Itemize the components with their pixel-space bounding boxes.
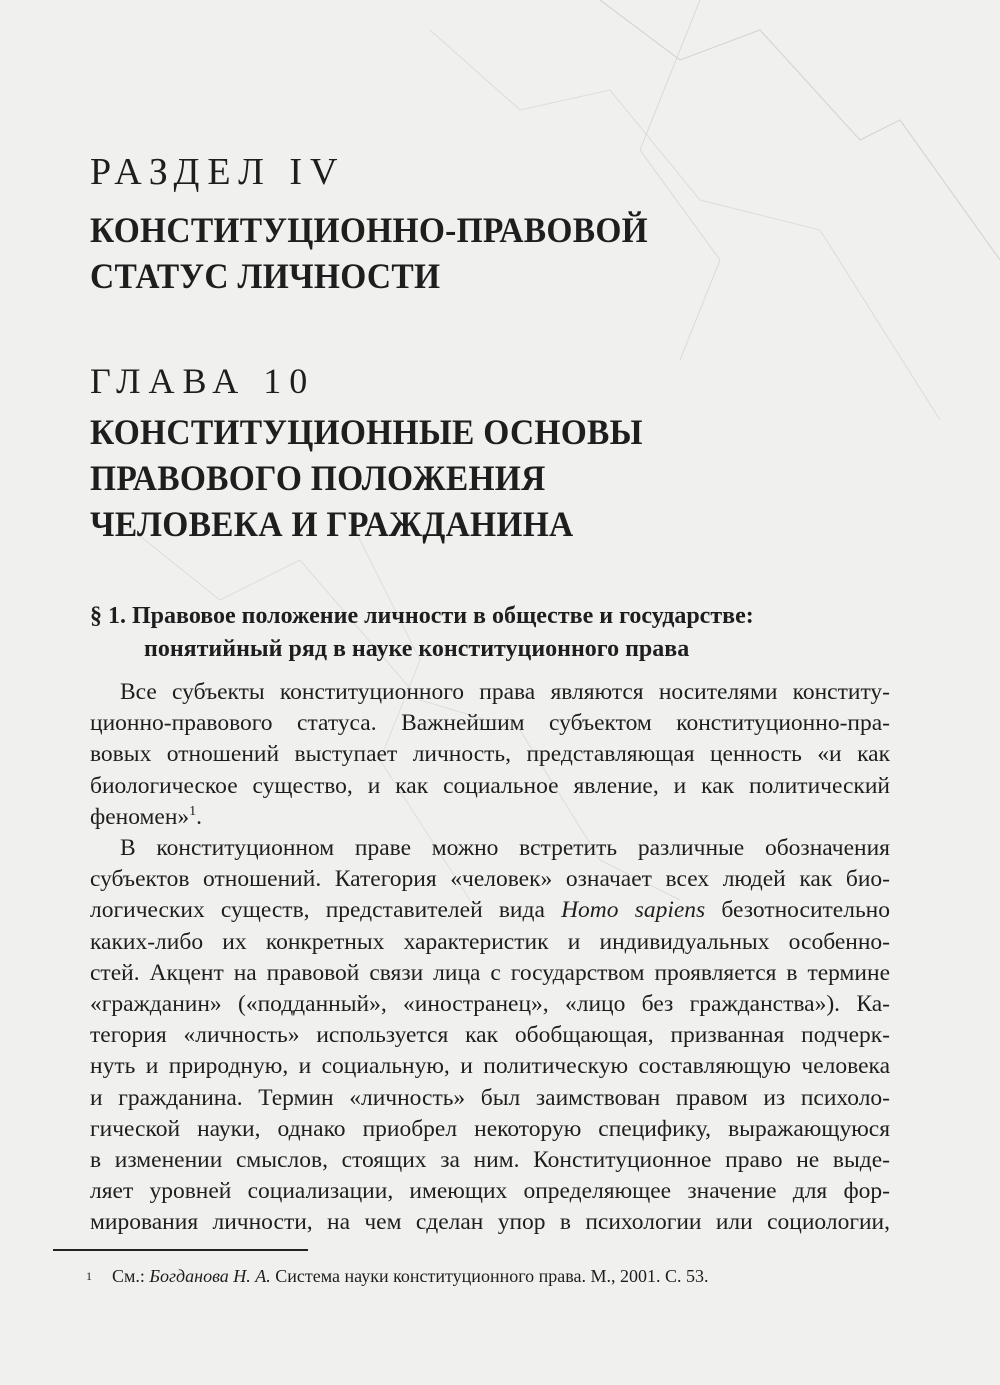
footnote-divider xyxy=(53,1249,308,1251)
footnote-text: Система науки конституционного права. М., 2001. С. 53. xyxy=(270,1266,709,1286)
text-line: В конституционном праве можно встретить различные обозначения xyxy=(120,835,890,862)
footnote-prefix: См.: xyxy=(112,1266,150,1286)
section-title-line: СТАТУС ЛИЧНОСТИ xyxy=(90,256,441,296)
text-fragment: феномен» xyxy=(90,803,190,830)
text-line: стей. Акцент на правовой связи лица с государством проявляется в термине xyxy=(90,959,890,986)
text-line: Все субъекты конституционного права являются носителями конститу- xyxy=(120,679,890,705)
text-line: биологическое существо, и как социальное явление, и как политический xyxy=(90,772,890,799)
text-line: субъектов отношений. Категория «человек» означает всех людей как био- xyxy=(90,866,890,893)
text-line: нуть и природную, и социальную, и политическую составляющую человека xyxy=(90,1053,890,1080)
text-line: каких-либо их конкретных характеристик и индивидуальных особенно- xyxy=(90,928,890,955)
footnote xyxy=(86,1264,906,1288)
paragraph-heading xyxy=(90,600,910,666)
paragraph-title-line: понятийный ряд в науке конституционного права xyxy=(144,636,690,662)
chapter-title-line: КОНСТИТУЦИОННЫЕ ОСНОВЫ xyxy=(90,412,643,452)
text-line: ционно-правового статуса. Важнейшим субъектом конституционно-пра- xyxy=(90,710,890,737)
text-fragment: . xyxy=(196,803,203,830)
text-line: и гражданина. Термин «личность» был заимствован правом из психоло- xyxy=(90,1084,890,1111)
text-line: ляет уровней социализации, имеющих определяющее значение для фор- xyxy=(90,1178,890,1205)
text-fragment: логических существ, представителей вида xyxy=(90,897,562,924)
text-line: тегория «личность» используется как обобщающая, призванная подчерк- xyxy=(90,1022,890,1049)
chapter-title xyxy=(90,409,853,547)
section-label: РАЗДЕЛ IV xyxy=(90,151,346,193)
latin-term: Homo sapiens xyxy=(561,897,706,924)
footnote-author: Богданова Н. А. xyxy=(149,1266,271,1286)
text-line: вовых отношений выступает личность, представляющая ценность «и как xyxy=(90,741,890,768)
chapter-title-line: ПРАВОВОГО ПОЛОЖЕНИЯ xyxy=(90,458,546,498)
footnote-ref[interactable]: 1 xyxy=(189,803,197,819)
text-line: «гражданин» («подданный», «иностранец», «лицо без гражданства»). Ка- xyxy=(90,991,890,1018)
paragraph-number: § 1. xyxy=(90,603,126,629)
text-line: мирования личности, на чем сделан упор в психологии или социологии, xyxy=(90,1209,890,1236)
footnote-mark: 1 xyxy=(86,1269,92,1283)
paragraph-title-line: Правовое положение личности в обществе и государстве: xyxy=(132,603,754,629)
body-text xyxy=(90,677,890,1239)
chapter-title-line: ЧЕЛОВЕКА И ГРАЖДАНИНА xyxy=(90,504,574,544)
text-fragment: безотносительно xyxy=(705,897,890,924)
section-title-line: КОНСТИТУЦИОННО-ПРАВОВОЙ xyxy=(90,210,648,250)
chapter-label: ГЛАВА 10 xyxy=(90,361,316,401)
text-line: в изменении смыслов, стоящих за ним. Конституционное право не выде- xyxy=(90,1147,890,1174)
text-line xyxy=(90,895,890,926)
section-title xyxy=(90,207,853,299)
text-line xyxy=(90,802,890,833)
text-line: гической науки, однако приобрел некоторую специфику, выражающуюся xyxy=(90,1115,890,1142)
